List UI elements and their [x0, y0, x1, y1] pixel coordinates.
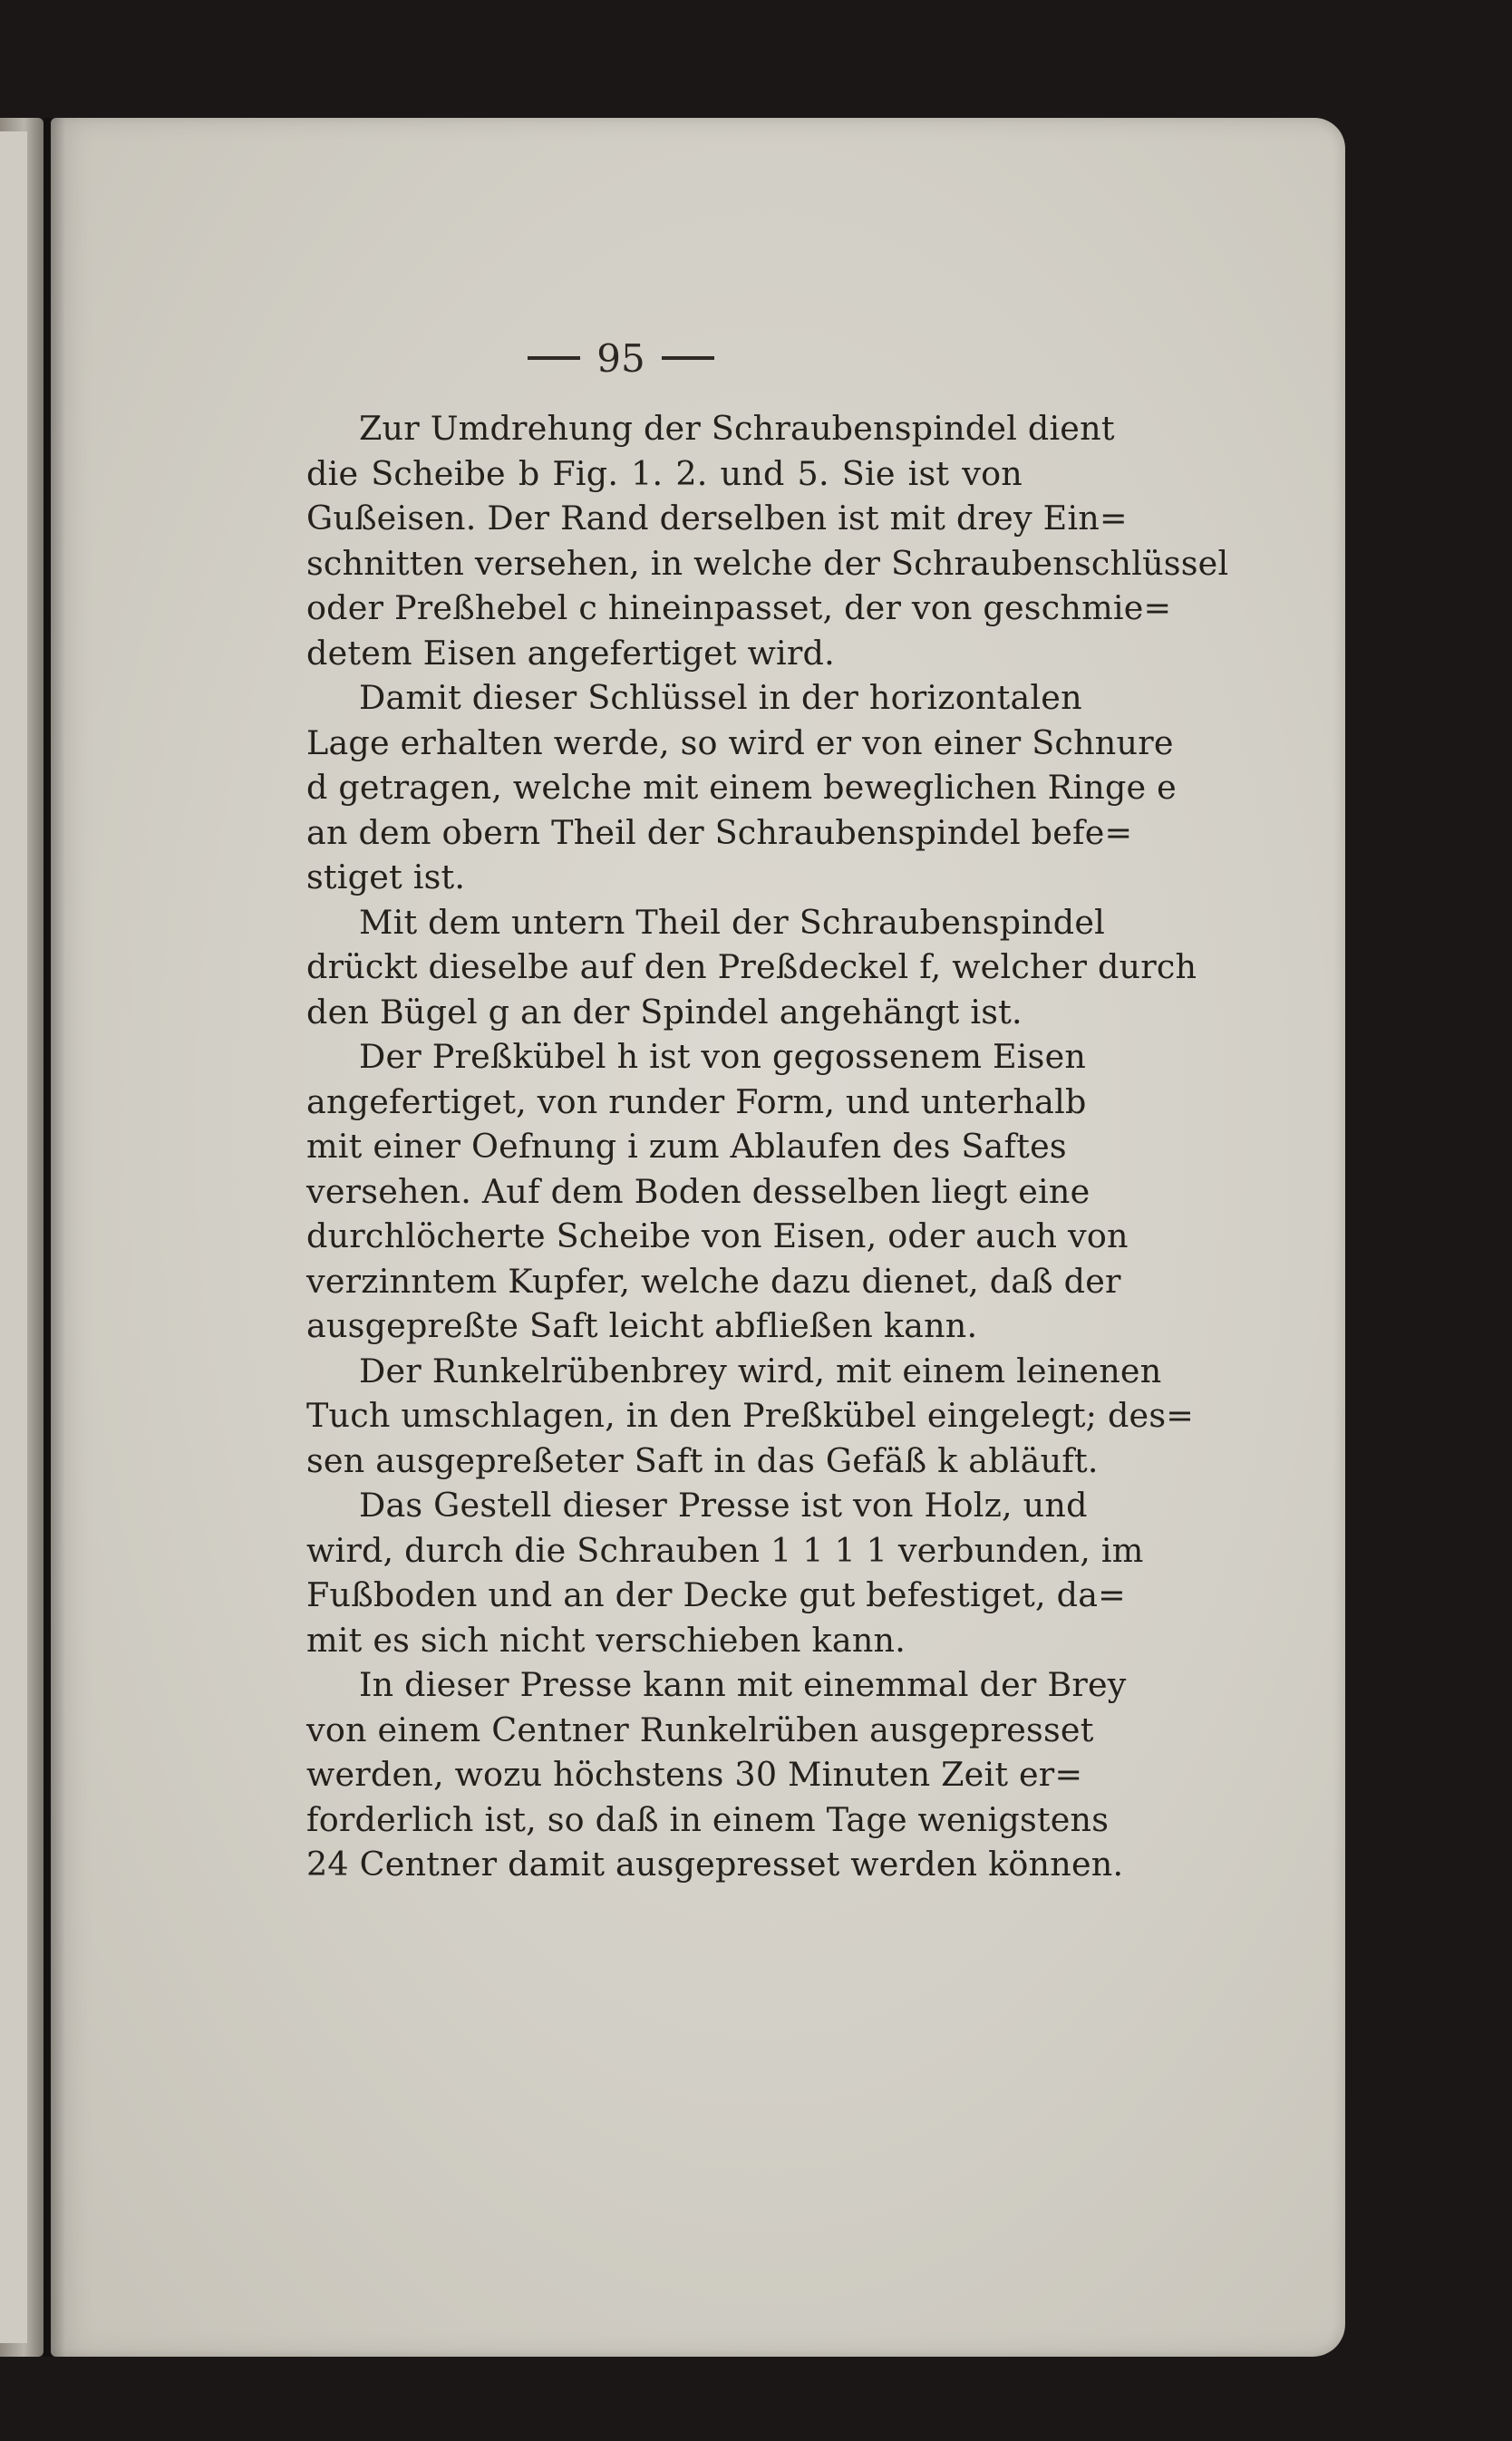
text-line: Fußboden und an der Decke gut befestiget, da=: [306, 1575, 1126, 1614]
text-line: d getragen, welche mit einem beweglichen Ringe e: [306, 768, 1177, 807]
text-line: oder Preßhebel c hineinpasset, der von geschmie=: [306, 588, 1172, 627]
text-line: Lage erhalten werde, so wird er von einer Schnure: [306, 722, 1174, 762]
text-line: Gußeisen. Der Rand derselben ist mit drey Ein=: [306, 499, 1128, 538]
gutter-shadow: [44, 118, 65, 2357]
text-line: In dieser Presse kann mit einemmal der Brey: [359, 1665, 1127, 1704]
text-line: an dem obern Theil der Schraubenspindel befe=: [306, 812, 1133, 852]
left-page-stack: [0, 131, 27, 2343]
text-line: forderlich ist, so daß in einem Tage wenigstens: [306, 1799, 1110, 1839]
text-line: schnitten versehen, in welche der Schraubenschlüssel: [306, 543, 1229, 583]
text-line: mit es sich nicht verschieben kann.: [306, 1620, 906, 1660]
text-line: verzinntem Kupfer, welche dazu dienet, daß der: [306, 1261, 1121, 1301]
text-line: sen ausgepreßeter Saft in das Gefäß k abläuft.: [306, 1440, 1099, 1480]
page-number-text: 95: [596, 335, 645, 381]
text-line: versehen. Auf dem Boden desselben liegt eine: [306, 1171, 1090, 1211]
text-line: die Scheibe b Fig. 1. 2. und 5. Sie ist von: [306, 453, 1023, 493]
text-line: durchlöcherte Scheibe von Eisen, oder auch von: [306, 1216, 1129, 1255]
text-line: ausgepreßte Saft leicht abfließen kann.: [306, 1306, 978, 1345]
text-line: Das Gestell dieser Presse ist von Holz, und: [359, 1486, 1088, 1525]
page-number: [503, 326, 739, 390]
text-line: von einem Centner Runkelrüben ausgepresset: [306, 1710, 1094, 1749]
text-line: mit einer Oefnung i zum Ablaufen des Saftes: [306, 1127, 1067, 1166]
text-line: wird, durch die Schrauben 1 1 1 1 verbunden, im: [306, 1530, 1144, 1570]
text-line: Damit dieser Schlüssel in der horizontalen: [359, 678, 1082, 717]
text-line: detem Eisen angefertiget wird.: [306, 633, 835, 673]
text-line: 24 Centner damit ausgepresset werden können.: [306, 1845, 1124, 1884]
text-line: den Bügel g an der Spindel angehängt ist.: [306, 992, 1023, 1032]
text-line: Der Runkelrübenbrey wird, mit einem leinenen: [359, 1351, 1162, 1390]
text-line: Der Preßkübel h ist von gegossenem Eisen: [359, 1037, 1087, 1076]
text-line: werden, wozu höchstens 30 Minuten Zeit er=: [306, 1755, 1083, 1794]
text-line: drückt dieselbe auf den Preßdeckel f, welcher durch: [306, 947, 1197, 986]
text-line: stiget ist.: [306, 857, 466, 896]
left-dash: [528, 356, 580, 360]
text-line: Mit dem untern Theil der Schraubenspindel: [359, 902, 1106, 942]
text-line: angefertiget, von runder Form, und unterhalb: [306, 1081, 1087, 1121]
text-line: Zur Umdrehung der Schraubenspindel dient: [359, 409, 1115, 448]
body-text: [306, 406, 1229, 1887]
right-dash: [662, 356, 714, 360]
text-line: Tuch umschlagen, in den Preßkübel eingelegt; des=: [306, 1396, 1195, 1435]
